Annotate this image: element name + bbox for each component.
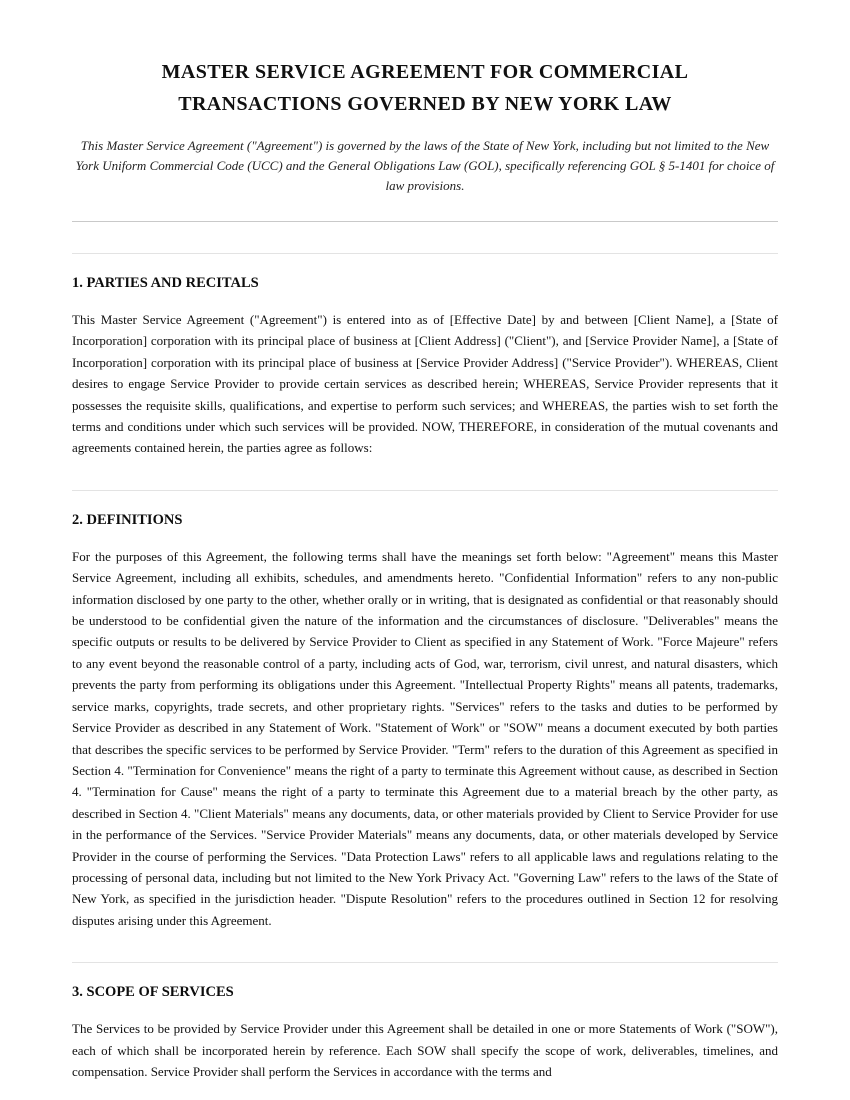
section-divider [72, 962, 778, 963]
section-heading-definitions: 2. DEFINITIONS [72, 511, 183, 528]
section-heading-scope-of-services: 3. SCOPE OF SERVICES [72, 984, 234, 1001]
document-title: MASTER SERVICE AGREEMENT FOR COMMERCIAL TRANSACTIONS GOVERNED BY NEW YORK LAW [161, 61, 689, 115]
section-definitions [72, 490, 778, 931]
header-divider [72, 221, 778, 222]
jurisdiction-subtitle: This Master Service Agreement ("Agreement") is governed by the laws of the State of New York, including but not limited to the New York Uniform Commercial Code (UCC) and the General Obligations Law (GOL), specifically referencing GOL § 5-1401 for choice of law provisions. [75, 138, 775, 193]
section-divider [72, 490, 778, 491]
section-divider [72, 253, 778, 254]
section-scope-of-services [72, 962, 778, 1082]
section-heading-parties-and-recitals: 1. PARTIES AND RECITALS [72, 275, 259, 291]
section-body-definitions: For the purposes of this Agreement, the following terms shall have the meanings set forth below: "Agreement" means this Master Service Agreement, including all exhibits, schedules, and amendments hereto. "Confidential Information" refers to any non-public information disclosed by one party to the other, whether orally or in writing, that is designated as confidential or that reasonably should be understood to be confidential given the nature of the information and the circumstances of disclosure. "Deliverables" means the specific outputs or results to be delivered by Service Provider to Client as specified in any Statement of Work. "Force Majeure" refers to any event beyond the reasonable control of a party, including acts of God, war, terrorism, civil unrest, and natural disasters, which prevents the party from performing its obligations under this Agreement. "Intellectual Property Rights" means all patents, trademarks, service marks, copyrights, trade secrets, and other proprietary rights. "Services" refers to the tasks and duties to be performed by Service Provider as described in any Statement of Work. "Statement of Work" or "SOW" means a document executed by both parties that describes the specific services to be performed by Service Provider. "Term" refers to the duration of this Agreement as specified in Section 4. "Termination for Convenience" means the right of a party to terminate this Agreement without cause, as described in Section 4. "Termination for Cause" means the right of a party to terminate this Agreement due to a material breach by the other party, as described in Section 4. "Client Materials" means any documents, data, or other materials provided by Client to Service Provider for use in the performance of the Services. "Service Provider Materials" means any documents, data, or other materials developed by Service Provider in the course of performing the Services. "Data Protection Laws" refers to all applicable laws and regulations relating to the processing of personal data, including but not limited to the New York Privacy Act. "Governing Law" refers to the laws of the State of New York, as specified in the jurisdiction header. "Dispute Resolution" refers to the procedures outlined in Section 12 for resolving disputes arising under this Agreement. [72, 548, 778, 928]
section-body-scope-of-services: The Services to be provided by Service Provider under this Agreement shall be detailed in one or more Statements of Work ("SOW"), each of which shall be incorporated herein by reference. Each SOW shall specify the scope of work, deliverables, timelines, and compensation. Service Provider shall perform the Services in accordance with the terms and [72, 1021, 778, 1079]
section-parties-and-recitals [72, 253, 778, 459]
section-body-parties-and-recitals: This Master Service Agreement ("Agreement") is entered into as of [Effective Date] by and between [Client Name], a [State of Incorporation] corporation with its principal place of business at [Client Address] ("Client"), and [Service Provider Name], a [State of Incorporation] corporation with its principal place of business at [Service Provider Address] ("Service Provider"). WHEREAS, Client desires to engage Service Provider to provide certain services as described herein; WHEREAS, Service Provider represents that it possesses the requisite skills, qualifications, and expertise to perform such services; and WHEREAS, the parties wish to set forth the terms and conditions under which such services will be provided. NOW, THEREFORE, in consideration of the mutual covenants and agreements contained herein, the parties agree as follows: [72, 312, 778, 456]
